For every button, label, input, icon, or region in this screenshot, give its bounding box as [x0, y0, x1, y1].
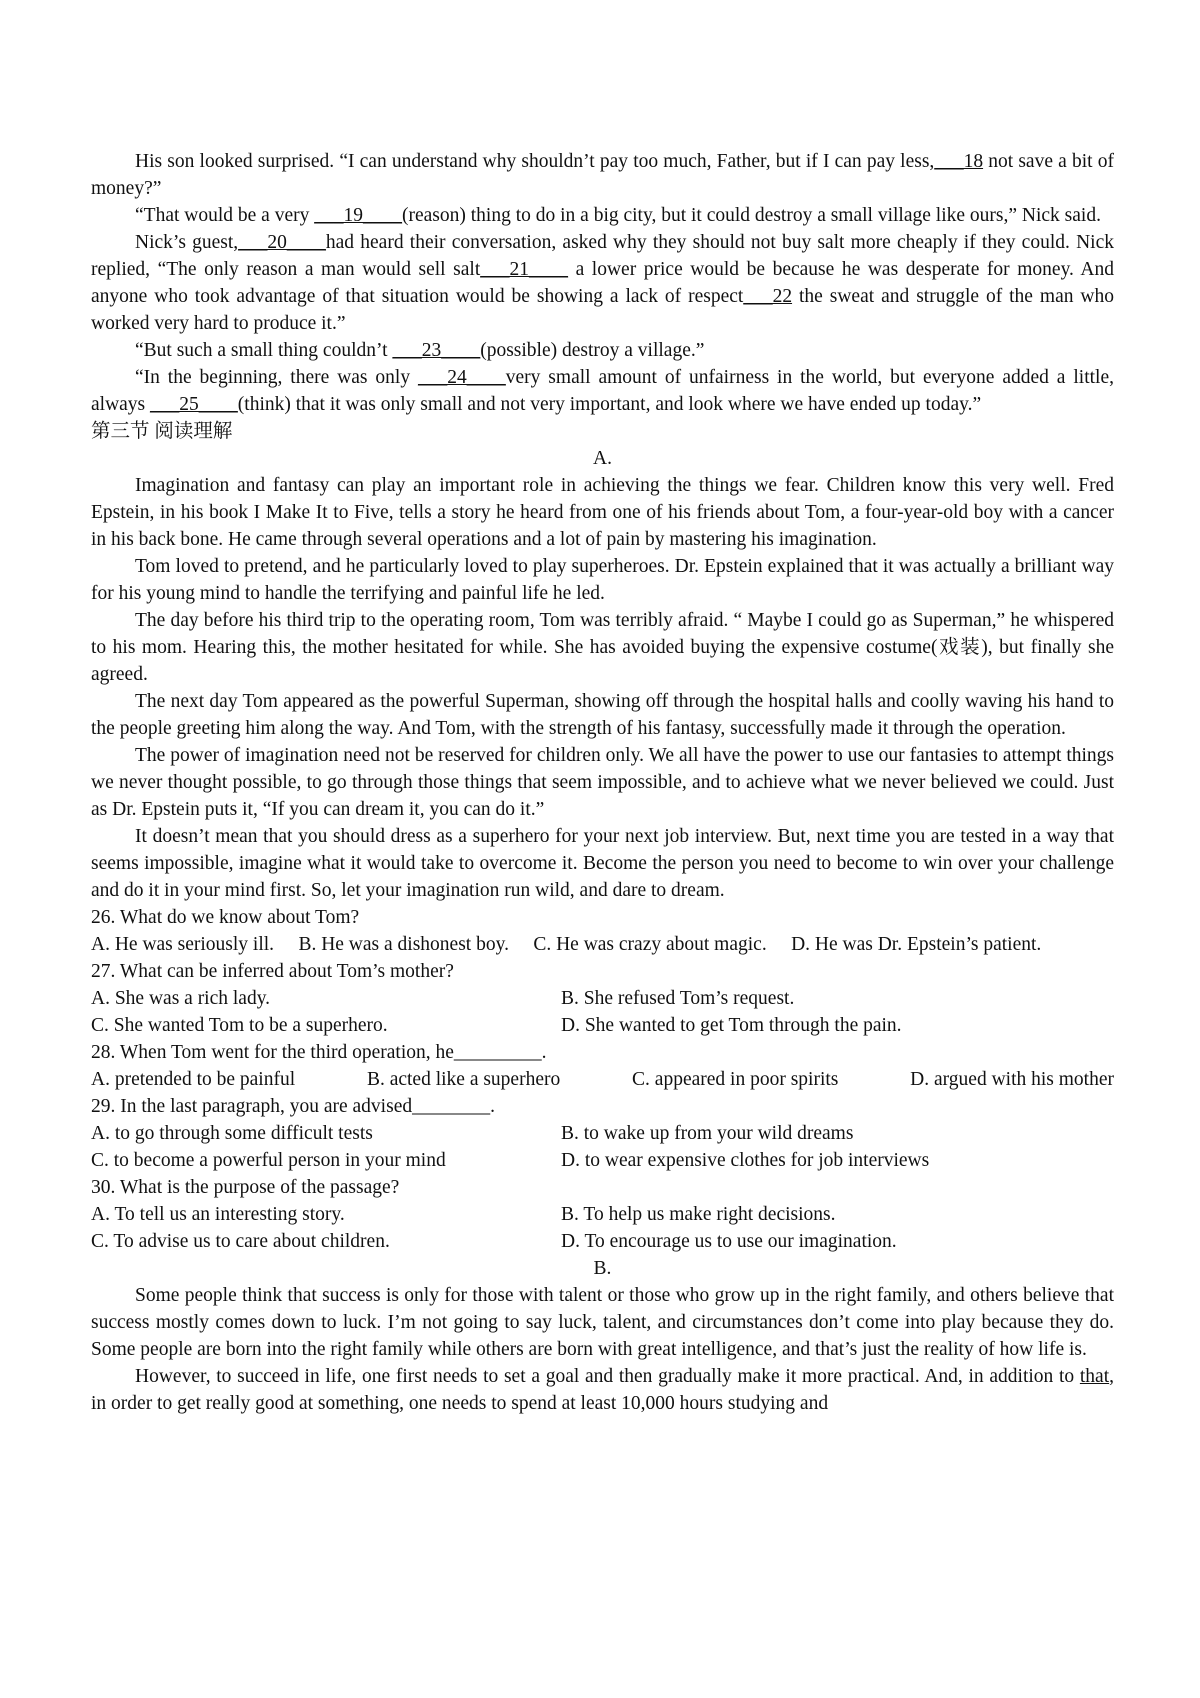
section-title: 第三节 阅读理解: [91, 421, 233, 442]
passage-a-label: A.: [593, 448, 612, 469]
option-b: B. to wake up from your wild dreams: [561, 1123, 854, 1144]
question-27-options-row-2: [91, 1012, 1114, 1039]
option-c: C. appeared in poor spirits: [632, 1069, 839, 1090]
text: Nick’s guest,: [135, 232, 239, 253]
text: very small amount of unfairness in the world, but everyone added a little, always: [91, 367, 1114, 415]
text: “But such a small thing couldn’t: [135, 340, 393, 361]
question-26-options: [91, 931, 1114, 958]
option-a: A. To tell us an interesting story.: [91, 1204, 345, 1225]
cloze-paragraph-5: [91, 364, 1114, 418]
passage-b-paragraph-2: [91, 1363, 1114, 1417]
text: His son looked surprised. “I can understand why shouldn’t pay too much, Father, but if I can pay less,: [135, 151, 935, 172]
underlined-word-that: that: [1079, 1366, 1110, 1387]
text: the sweat and struggle of the man who worked very hard to produce it.”: [91, 286, 1115, 334]
blank-23: ___23____: [392, 340, 481, 361]
passage-a-paragraph-5: The power of imagination need not be reserved for children only. We all have the power to use our fantasies to attempt things we never thought possible, to go through those things that seem impossible, and to achieve what we never believed we could. Just as Dr. Epstein puts it, “If you can dream it, you can do it.”: [91, 745, 1114, 820]
text: (reason) thing to do in a big city, but it could destroy a small village like ours,” Nick said.: [401, 205, 1101, 226]
question-27-options-row-1: [91, 985, 1114, 1012]
option-a: A. pretended to be painful: [91, 1069, 296, 1090]
cloze-paragraph-4: [91, 337, 1114, 364]
question-30-options-row-2: [91, 1228, 1114, 1255]
passage-a-paragraph-1: Imagination and fantasy can play an important role in achieving the things we fear. Children know this very well. Fred Epstein, in his book I Make It to Five, tells a story he heard from one of his friends about Tom, a four-year-old boy with a cancer in his back bone. He came through several operations and a lot of pain by mastering his imagination.: [91, 475, 1114, 550]
passage-b-paragraph-1: Some people think that success is only for those with talent or those who grow up in the right family, and others believe that success mostly comes down to luck. I’m not going to say luck, talent, and circumstances don’t come into play because they do. Some people are born into the right family while others are born with great intelligence, and that’s just the reality of how life is.: [91, 1285, 1114, 1360]
option-d: D. argued with his mother: [910, 1069, 1114, 1090]
text: a lower price would be because he was desperate for money. And anyone who took advantage of that situation would be showing a lack of respect: [91, 259, 1114, 307]
question-30-stem: 30. What is the purpose of the passage?: [91, 1177, 400, 1198]
passage-a-paragraph-2: Tom loved to pretend, and he particularly loved to play superheroes. Dr. Epstein explained that it was actually a brilliant way for his young mind to handle the terrifying and painful life he led.: [91, 556, 1114, 604]
blank-24: ___24____: [418, 367, 506, 388]
option-d: D. to wear expensive clothes for job interviews: [561, 1150, 930, 1171]
option-c: C. to become a powerful person in your mind: [91, 1150, 446, 1171]
option-a: A. to go through some difficult tests: [91, 1123, 373, 1144]
passage-a-paragraph-6: It doesn’t mean that you should dress as a superhero for your next job interview. But, next time you are tested in a way that seems impossible, imagine what it would take to overcome it. Become the person you need to become to win over your challenge and do it in your mind first. So, let your imagination run wild, and dare to dream.: [91, 826, 1114, 901]
option-c: C. He was crazy about magic.: [533, 934, 767, 955]
cloze-paragraph-1: [91, 148, 1114, 202]
question-27-stem: 27. What can be inferred about Tom’s mother?: [91, 961, 454, 982]
question-30-options-row-1: [91, 1201, 1114, 1228]
option-d: D. He was Dr. Epstein’s patient.: [791, 934, 1042, 955]
option-a: A. He was seriously ill.: [91, 934, 275, 955]
passage-a-paragraph-4: The next day Tom appeared as the powerful Superman, showing off through the hospital halls and coolly waving his hand to the people greeting him along the way. And Tom, with the strength of his fantasy, successfully made it through the operation.: [91, 691, 1114, 739]
text: (think) that it was only small and not very important, and look where we have ended up today.”: [237, 394, 982, 415]
option-b: B. To help us make right decisions.: [561, 1204, 836, 1225]
passage-b-label: B.: [593, 1258, 612, 1279]
text: (possible) destroy a village.”: [480, 340, 705, 361]
blank-18: ___18: [934, 151, 984, 172]
option-a: A. She was a rich lady.: [91, 988, 271, 1009]
question-29-stem: 29. In the last paragraph, you are advised________.: [91, 1096, 495, 1117]
blank-21: ___21____: [480, 259, 568, 280]
blank-19: ___19____: [314, 205, 402, 226]
text: However, to succeed in life, one first needs to set a goal and then gradually make it more practical. And, in addition to: [135, 1366, 1080, 1387]
option-d: D. She wanted to get Tom through the pain.: [561, 1015, 902, 1036]
question-28-stem: 28. When Tom went for the third operation, he_________.: [91, 1042, 547, 1063]
text: had heard their conversation, asked why they should not buy salt more cheaply if they could. Nick replied, “The only reason a man would sell salt: [91, 232, 1114, 280]
text: , in order to get really good at something, one needs to spend at least 10,000 hours studying and: [91, 1366, 1114, 1414]
option-b: B. She refused Tom’s request.: [561, 988, 795, 1009]
text: “That would be a very: [135, 205, 315, 226]
text: “In the beginning, there was only: [135, 367, 418, 388]
question-29-options-row-2: [91, 1147, 1114, 1174]
passage-a-paragraph-3: The day before his third trip to the operating room, Tom was terribly afraid. “ Maybe I could go as Superman,” he whispered to his mom. Hearing this, the mother hesitated for while. She has avoided buying the expensive costume(戏装), but finally she agreed.: [91, 610, 1114, 685]
blank-20: ___20____: [238, 232, 326, 253]
cloze-paragraph-3: [91, 229, 1114, 337]
option-b: B. acted like a superhero: [366, 1069, 561, 1090]
question-28-options: [91, 1066, 1114, 1093]
blank-25: ___25____: [150, 394, 238, 415]
cloze-paragraph-2: [91, 202, 1114, 229]
question-26-stem: 26. What do we know about Tom?: [91, 907, 360, 928]
text: not save a bit of money?”: [91, 151, 1115, 199]
option-b: B. He was a dishonest boy.: [298, 934, 509, 955]
option-c: C. To advise us to care about children.: [91, 1231, 390, 1252]
option-c: C. She wanted Tom to be a superhero.: [91, 1015, 388, 1036]
option-d: D. To encourage us to use our imagination.: [561, 1231, 897, 1252]
blank-22: ___22: [743, 286, 793, 307]
question-29-options-row-1: [91, 1120, 1114, 1147]
